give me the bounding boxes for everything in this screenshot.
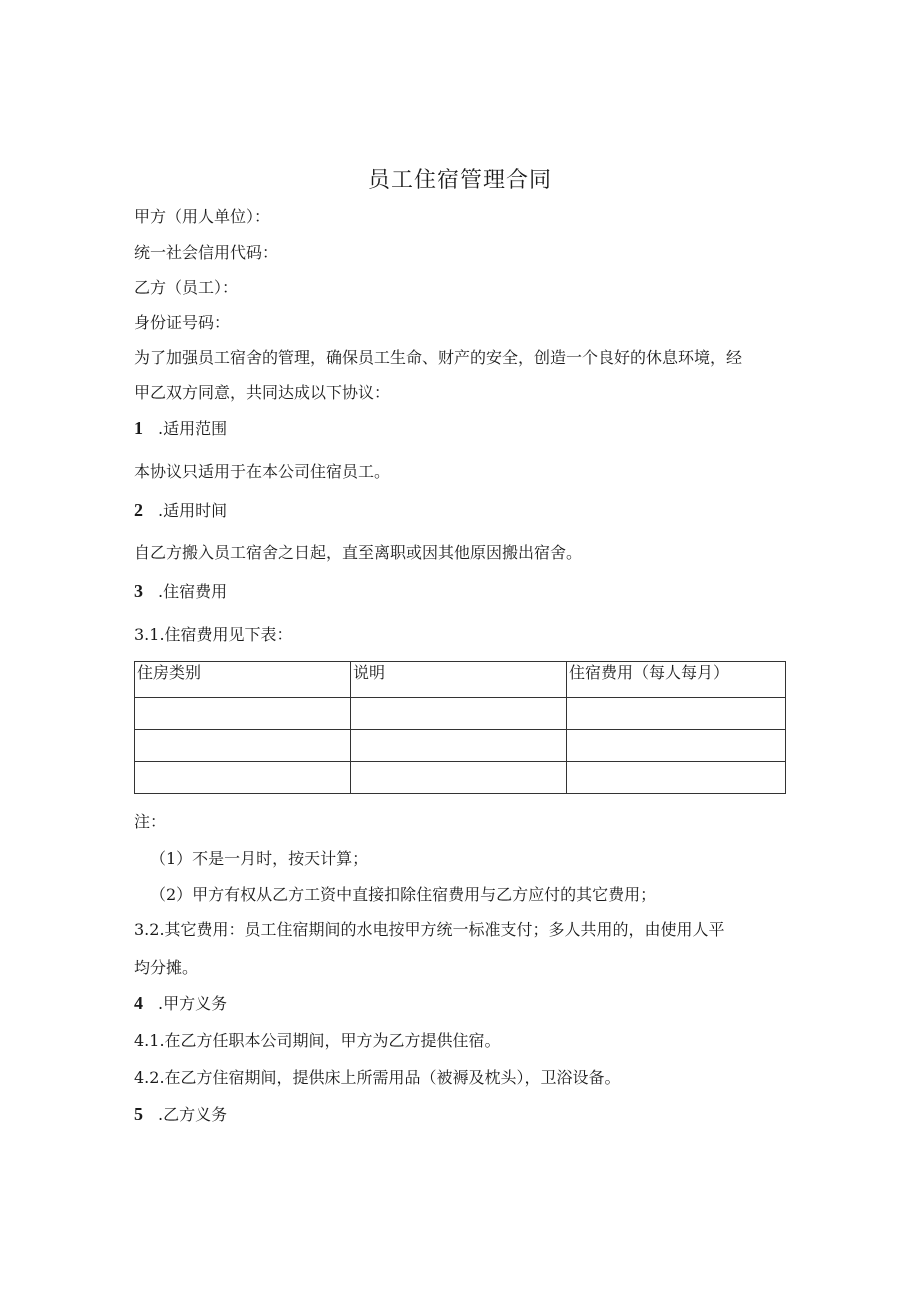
table-cell xyxy=(351,698,567,730)
table-cell xyxy=(135,698,351,730)
note-item: （2）甲方有权从乙方工资中直接扣除住宿费用与乙方应付的其它费用； xyxy=(150,885,657,904)
section-heading xyxy=(134,581,227,602)
id-number-line: 身份证号码： xyxy=(134,313,231,332)
section-body: 本协议只适用于在本公司住宿员工。 xyxy=(134,462,391,481)
clause-4-1: 4.1.在乙方任职本公司期间，甲方为乙方提供住宿。 xyxy=(134,1031,501,1050)
section-title: .乙方义务 xyxy=(158,1105,228,1124)
clause-4-2: 4.2.在乙方住宿期间，提供床上所需用品（被褥及枕头），卫浴设备。 xyxy=(134,1068,621,1087)
section-heading xyxy=(134,418,227,439)
party-a-line: 甲方（用人单位）： xyxy=(134,207,271,226)
table-row xyxy=(135,730,786,762)
table-cell xyxy=(351,762,567,794)
intro-line-1: 为了加强员工宿舍的管理，确保员工生命、财产的安全，创造一个良好的休息环境，经 xyxy=(134,348,743,367)
table-header-cell: 住房类别 xyxy=(135,662,351,698)
clause-3-1: 3.1.住宿费用见下表： xyxy=(134,625,293,644)
table-header-cell: 住宿费用（每人每月） xyxy=(567,662,786,698)
table-cell xyxy=(351,730,567,762)
section-body: 自乙方搬入员工宿舍之日起，直至离职或因其他原因搬出宿舍。 xyxy=(134,543,583,562)
table-row xyxy=(135,762,786,794)
credit-code-line: 统一社会信用代码： xyxy=(134,243,279,262)
section-title: .适用范围 xyxy=(158,419,228,438)
section-number: 2 xyxy=(134,500,143,520)
party-b-line: 乙方（员工）： xyxy=(134,278,239,297)
table-header-row xyxy=(135,662,786,698)
document-title: 员工住宿管理合同 xyxy=(367,168,552,193)
table-row xyxy=(135,698,786,730)
section-number: 3 xyxy=(134,581,143,601)
section-title: .适用时间 xyxy=(158,501,228,520)
section-number: 5 xyxy=(134,1104,143,1124)
intro-line-2: 甲乙双方同意，共同达成以下协议： xyxy=(134,383,391,402)
section-title: .住宿费用 xyxy=(158,582,228,601)
note-item: （1）不是一月时，按天计算； xyxy=(150,849,369,868)
clause-3-2-line-2: 均分摊。 xyxy=(134,958,199,977)
fee-table xyxy=(134,661,786,794)
table-cell xyxy=(135,762,351,794)
section-heading xyxy=(134,500,227,521)
table-cell xyxy=(567,698,786,730)
table-cell xyxy=(567,730,786,762)
note-label: 注： xyxy=(134,812,167,831)
section-heading xyxy=(134,993,227,1014)
section-number: 1 xyxy=(134,418,143,438)
table-cell xyxy=(567,762,786,794)
table-cell xyxy=(135,730,351,762)
section-heading xyxy=(134,1104,227,1125)
clause-3-2-line-1: 3.2.其它费用：员工住宿期间的水电按甲方统一标准支付；多人共用的，由使用人平 xyxy=(134,920,725,939)
section-title: .甲方义务 xyxy=(158,994,228,1013)
table-header-cell: 说明 xyxy=(351,662,567,698)
section-number: 4 xyxy=(134,993,143,1013)
